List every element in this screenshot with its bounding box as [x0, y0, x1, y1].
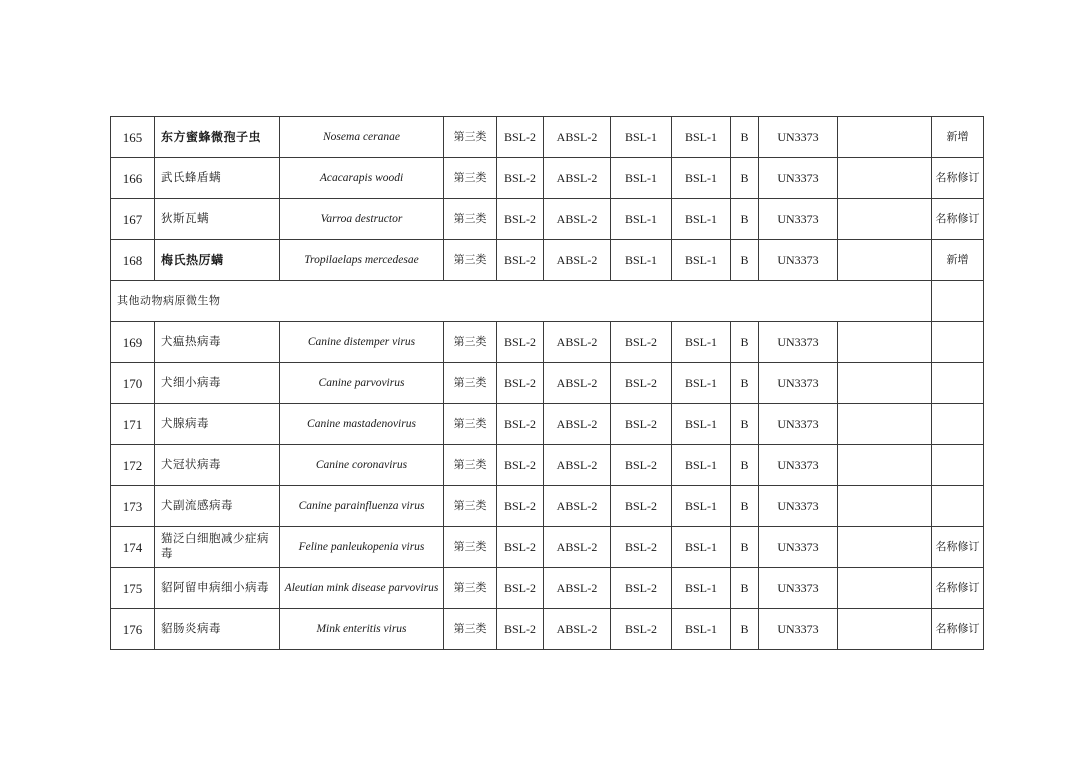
- hazard-class: 第三类: [444, 568, 497, 609]
- change-note: 新增: [932, 117, 984, 158]
- remarks-cell: [838, 486, 932, 527]
- noninfectious-material-level: BSL-1: [672, 199, 731, 240]
- change-note: 新增: [932, 240, 984, 281]
- noninfectious-material-level: BSL-1: [672, 486, 731, 527]
- change-note: 名称修订: [932, 158, 984, 199]
- inactivated-material-level: BSL-2: [611, 404, 672, 445]
- transport-package-category: B: [731, 486, 759, 527]
- change-note: [932, 445, 984, 486]
- section-row: [111, 281, 984, 322]
- chinese-name: 犬细小病毒: [155, 363, 280, 404]
- latin-name: Canine mastadenovirus: [280, 404, 444, 445]
- animal-lab-containment-level: ABSL-2: [544, 568, 611, 609]
- noninfectious-material-level: BSL-1: [672, 322, 731, 363]
- table-row: [111, 486, 984, 527]
- table-row: [111, 609, 984, 650]
- table-row: [111, 527, 984, 568]
- latin-name: Canine distemper virus: [280, 322, 444, 363]
- remarks-cell: [838, 404, 932, 445]
- chinese-name: 犬副流感病毒: [155, 486, 280, 527]
- hazard-class: 第三类: [444, 609, 497, 650]
- noninfectious-material-level: BSL-1: [672, 527, 731, 568]
- hazard-class: 第三类: [444, 527, 497, 568]
- noninfectious-material-level: BSL-1: [672, 609, 731, 650]
- row-number: 172: [111, 445, 155, 486]
- hazard-class: 第三类: [444, 322, 497, 363]
- animal-lab-containment-level: ABSL-2: [544, 445, 611, 486]
- chinese-name: 武氏蜂盾螨: [155, 158, 280, 199]
- lab-containment-level: BSL-2: [497, 240, 544, 281]
- un-number: UN3373: [759, 117, 838, 158]
- transport-package-category: B: [731, 445, 759, 486]
- chinese-name: 貂肠炎病毒: [155, 609, 280, 650]
- transport-package-category: B: [731, 363, 759, 404]
- chinese-name: 猫泛白细胞减少症病毒: [155, 527, 280, 568]
- latin-name: Tropilaelaps mercedesae: [280, 240, 444, 281]
- table-row: [111, 117, 984, 158]
- latin-name: Aleutian mink disease parvovirus: [280, 568, 444, 609]
- chinese-name: 狄斯瓦螨: [155, 199, 280, 240]
- remarks-cell: [838, 609, 932, 650]
- change-note: 名称修订: [932, 609, 984, 650]
- table-row: [111, 240, 984, 281]
- un-number: UN3373: [759, 445, 838, 486]
- remarks-cell: [838, 363, 932, 404]
- noninfectious-material-level: BSL-1: [672, 158, 731, 199]
- animal-lab-containment-level: ABSL-2: [544, 240, 611, 281]
- lab-containment-level: BSL-2: [497, 117, 544, 158]
- un-number: UN3373: [759, 322, 838, 363]
- hazard-class: 第三类: [444, 445, 497, 486]
- hazard-class: 第三类: [444, 404, 497, 445]
- noninfectious-material-level: BSL-1: [672, 363, 731, 404]
- animal-lab-containment-level: ABSL-2: [544, 322, 611, 363]
- change-note: [932, 486, 984, 527]
- un-number: UN3373: [759, 568, 838, 609]
- transport-package-category: B: [731, 609, 759, 650]
- inactivated-material-level: BSL-1: [611, 240, 672, 281]
- pathogen-table: [110, 116, 984, 650]
- section-note-cell: [932, 281, 984, 322]
- latin-name: Mink enteritis virus: [280, 609, 444, 650]
- hazard-class: 第三类: [444, 117, 497, 158]
- row-number: 168: [111, 240, 155, 281]
- change-note: 名称修订: [932, 527, 984, 568]
- hazard-class: 第三类: [444, 363, 497, 404]
- latin-name: Canine parainfluenza virus: [280, 486, 444, 527]
- transport-package-category: B: [731, 527, 759, 568]
- row-number: 165: [111, 117, 155, 158]
- row-number: 169: [111, 322, 155, 363]
- table-row: [111, 404, 984, 445]
- noninfectious-material-level: BSL-1: [672, 404, 731, 445]
- un-number: UN3373: [759, 404, 838, 445]
- chinese-name: 犬瘟热病毒: [155, 322, 280, 363]
- un-number: UN3373: [759, 527, 838, 568]
- lab-containment-level: BSL-2: [497, 445, 544, 486]
- transport-package-category: B: [731, 568, 759, 609]
- inactivated-material-level: BSL-2: [611, 363, 672, 404]
- noninfectious-material-level: BSL-1: [672, 445, 731, 486]
- section-title: 其他动物病原微生物: [111, 281, 932, 322]
- hazard-class: 第三类: [444, 199, 497, 240]
- inactivated-material-level: BSL-1: [611, 199, 672, 240]
- row-number: 173: [111, 486, 155, 527]
- latin-name: Acacarapis woodi: [280, 158, 444, 199]
- chinese-name: 东方蜜蜂微孢子虫: [155, 117, 280, 158]
- inactivated-material-level: BSL-2: [611, 527, 672, 568]
- row-number: 167: [111, 199, 155, 240]
- noninfectious-material-level: BSL-1: [672, 568, 731, 609]
- lab-containment-level: BSL-2: [497, 158, 544, 199]
- inactivated-material-level: BSL-1: [611, 117, 672, 158]
- lab-containment-level: BSL-2: [497, 527, 544, 568]
- un-number: UN3373: [759, 199, 838, 240]
- change-note: 名称修订: [932, 199, 984, 240]
- remarks-cell: [838, 527, 932, 568]
- remarks-cell: [838, 322, 932, 363]
- un-number: UN3373: [759, 240, 838, 281]
- lab-containment-level: BSL-2: [497, 486, 544, 527]
- table-row: [111, 445, 984, 486]
- latin-name: Nosema ceranae: [280, 117, 444, 158]
- remarks-cell: [838, 117, 932, 158]
- change-note: 名称修订: [932, 568, 984, 609]
- animal-lab-containment-level: ABSL-2: [544, 117, 611, 158]
- animal-lab-containment-level: ABSL-2: [544, 609, 611, 650]
- table-row: [111, 158, 984, 199]
- latin-name: Canine parvovirus: [280, 363, 444, 404]
- chinese-name: 貂阿留申病细小病毒: [155, 568, 280, 609]
- inactivated-material-level: BSL-2: [611, 486, 672, 527]
- animal-lab-containment-level: ABSL-2: [544, 363, 611, 404]
- row-number: 166: [111, 158, 155, 199]
- latin-name: Feline panleukopenia virus: [280, 527, 444, 568]
- row-number: 171: [111, 404, 155, 445]
- hazard-class: 第三类: [444, 158, 497, 199]
- lab-containment-level: BSL-2: [497, 363, 544, 404]
- hazard-class: 第三类: [444, 240, 497, 281]
- latin-name: Varroa destructor: [280, 199, 444, 240]
- inactivated-material-level: BSL-2: [611, 609, 672, 650]
- noninfectious-material-level: BSL-1: [672, 240, 731, 281]
- chinese-name: 梅氏热厉螨: [155, 240, 280, 281]
- change-note: [932, 363, 984, 404]
- animal-lab-containment-level: ABSL-2: [544, 404, 611, 445]
- remarks-cell: [838, 568, 932, 609]
- lab-containment-level: BSL-2: [497, 609, 544, 650]
- animal-lab-containment-level: ABSL-2: [544, 486, 611, 527]
- transport-package-category: B: [731, 158, 759, 199]
- row-number: 176: [111, 609, 155, 650]
- remarks-cell: [838, 158, 932, 199]
- latin-name: Canine coronavirus: [280, 445, 444, 486]
- lab-containment-level: BSL-2: [497, 199, 544, 240]
- row-number: 170: [111, 363, 155, 404]
- table-row: [111, 363, 984, 404]
- table-row: [111, 322, 984, 363]
- remarks-cell: [838, 199, 932, 240]
- change-note: [932, 404, 984, 445]
- transport-package-category: B: [731, 199, 759, 240]
- inactivated-material-level: BSL-2: [611, 445, 672, 486]
- animal-lab-containment-level: ABSL-2: [544, 158, 611, 199]
- inactivated-material-level: BSL-1: [611, 158, 672, 199]
- lab-containment-level: BSL-2: [497, 322, 544, 363]
- un-number: UN3373: [759, 486, 838, 527]
- table-row: [111, 568, 984, 609]
- remarks-cell: [838, 445, 932, 486]
- un-number: UN3373: [759, 158, 838, 199]
- animal-lab-containment-level: ABSL-2: [544, 199, 611, 240]
- transport-package-category: B: [731, 322, 759, 363]
- row-number: 175: [111, 568, 155, 609]
- transport-package-category: B: [731, 240, 759, 281]
- un-number: UN3373: [759, 609, 838, 650]
- change-note: [932, 322, 984, 363]
- inactivated-material-level: BSL-2: [611, 568, 672, 609]
- un-number: UN3373: [759, 363, 838, 404]
- animal-lab-containment-level: ABSL-2: [544, 527, 611, 568]
- table-row: [111, 199, 984, 240]
- lab-containment-level: BSL-2: [497, 568, 544, 609]
- hazard-class: 第三类: [444, 486, 497, 527]
- remarks-cell: [838, 240, 932, 281]
- row-number: 174: [111, 527, 155, 568]
- transport-package-category: B: [731, 404, 759, 445]
- inactivated-material-level: BSL-2: [611, 322, 672, 363]
- noninfectious-material-level: BSL-1: [672, 117, 731, 158]
- chinese-name: 犬腺病毒: [155, 404, 280, 445]
- transport-package-category: B: [731, 117, 759, 158]
- lab-containment-level: BSL-2: [497, 404, 544, 445]
- chinese-name: 犬冠状病毒: [155, 445, 280, 486]
